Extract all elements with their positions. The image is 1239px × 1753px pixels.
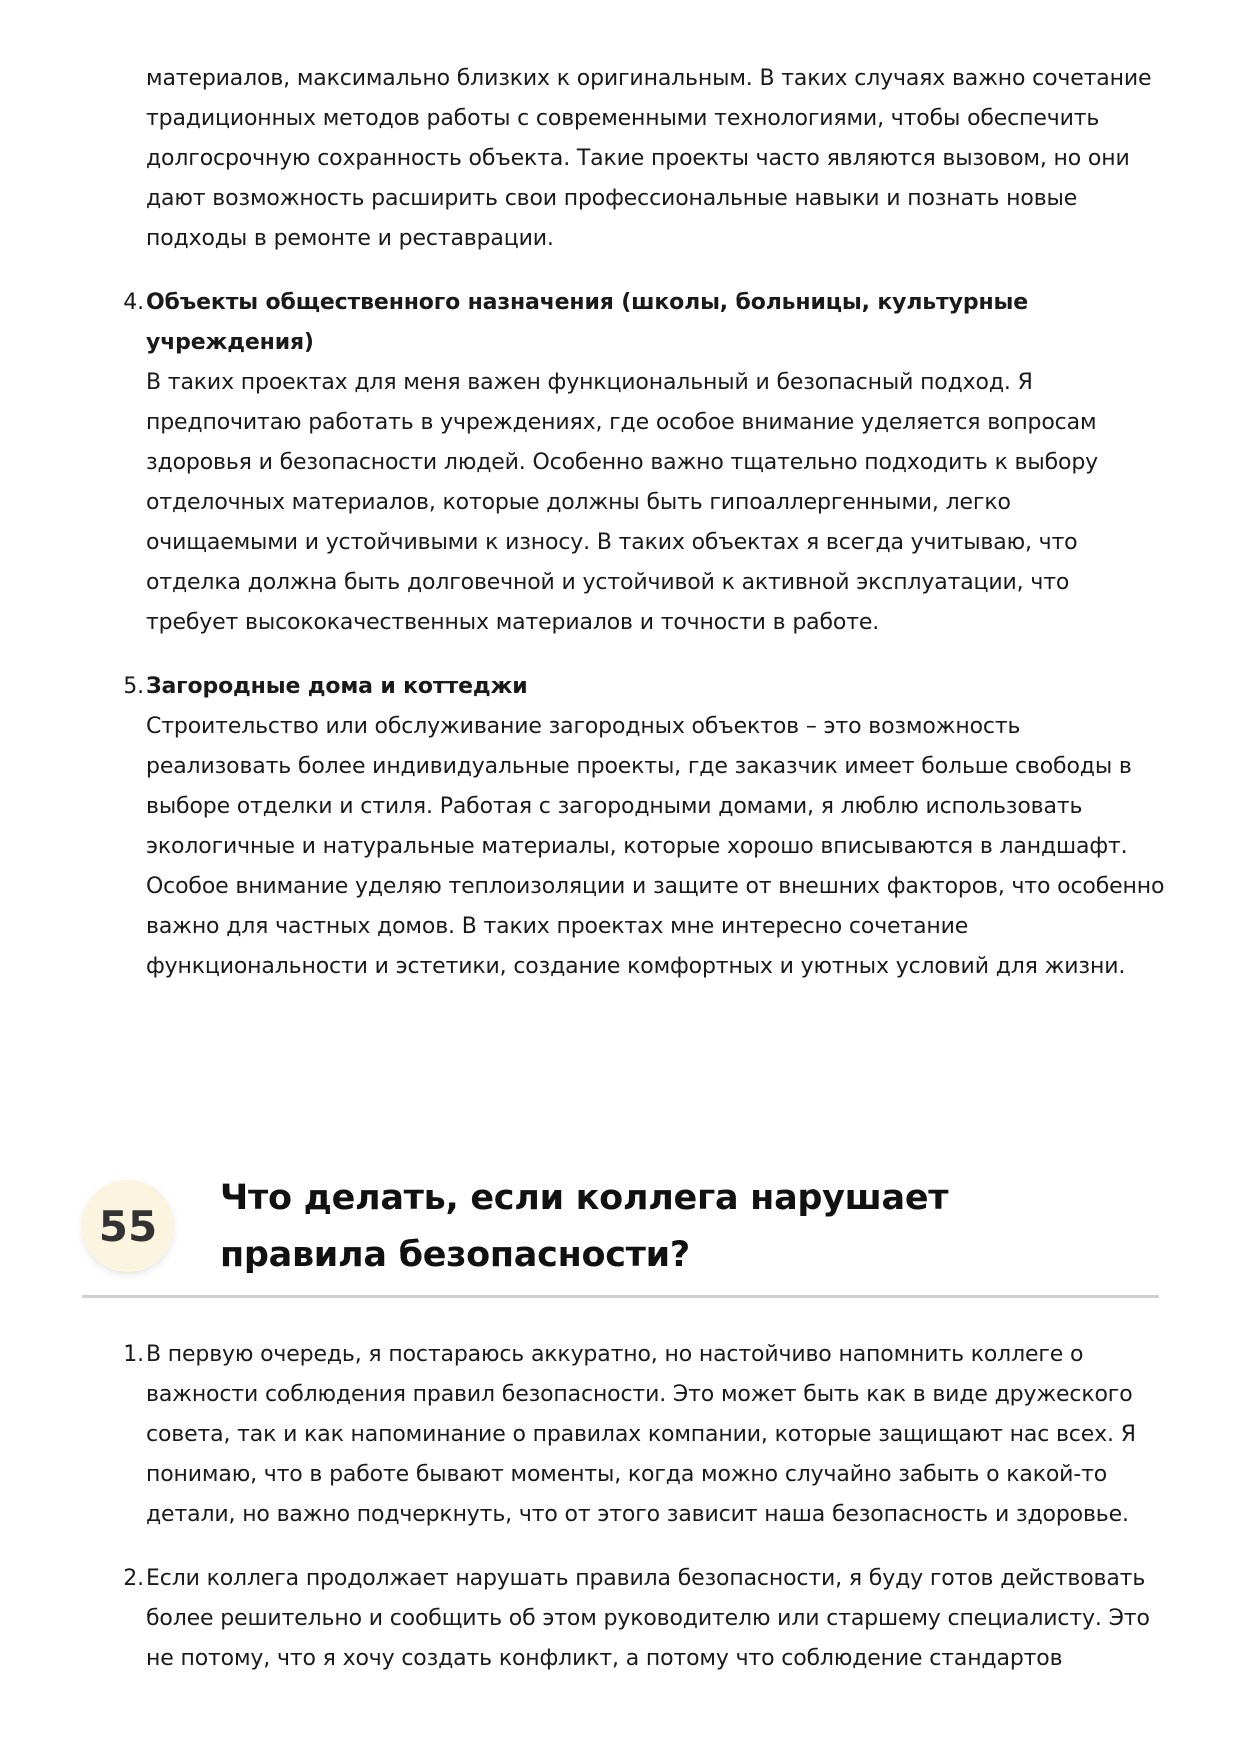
list-item [123, 667, 1166, 987]
question-number-badge: 55 [82, 1180, 174, 1272]
question-title: Что делать, если коллега нарушает правила безопасности? [220, 1178, 949, 1275]
list-item-number: 1. [123, 1342, 144, 1367]
list-item-number: 2. [123, 1566, 144, 1591]
list-item-number: 5. [123, 674, 144, 699]
list-item [123, 1335, 1166, 1535]
list-item-body: В таких проектах для меня важен функциональный и безопасный подход. Я предпочитаю работать в учреждениях, где особое внимание уделяется вопросам здоровья и безопасности людей. Особенно важно тщательно подходить к выбору отделочных материалов, которые должны быть гипоаллергенными, легко очищаемыми и устойчивыми к износу. В таких объектах я всегда учитываю, что отделка должна быть долговечной и устойчивой к активной эксплуатации, что требует высококачественных материалов и точности в работе. [146, 370, 1099, 635]
list-item-title: Объекты общественного назначения (школы, больницы, культурные учреждения) [146, 290, 1029, 355]
list-item-title: Загородные дома и коттеджи [146, 674, 528, 699]
section-divider [82, 1295, 1159, 1298]
list-item [123, 283, 1166, 643]
list-item-body: Строительство или обслуживание загородных объектов – это возможность реализовать более индивидуальные проекты, где заказчик имеет больше свободы в выборе отделки и стиля. Работая с загородными домами, я люблю использовать экологичные и натуральные материалы, которые хорошо вписываются в ландшафт. Особое внимание уделяю теплоизоляции и защите от внешних факторов, что особенно важно для частных домов. В таких проектах мне интересно сочетание функциональности и эстетики, создание комфортных и уютных условий для жизни. [146, 714, 1165, 979]
list-item-body: В первую очередь, я постараюсь аккуратно, но настойчиво напомнить коллеге о важности соблюдения правил безопасности. Это может быть как в виде дружеского совета, так и как напоминание о правилах компании, которые защищают нас всех. Я понимаю, что в работе бывают моменты, когда можно случайно забыть о какой-то детали, но важно подчеркнуть, что от этого зависит наша безопасность и здоровье. [146, 1342, 1136, 1527]
list-item-number: 4. [123, 290, 144, 315]
list-item-body: Если коллега продолжает нарушать правила безопасности, я буду готов действовать более решительно и сообщить об этом руководителю или старшему специалисту. Это не потому, что я хочу создать конфликт, а потому что соблюдение стандартов [146, 1566, 1150, 1671]
continuation-paragraph: материалов, максимально близких к оригинальным. В таких случаях важно сочетание традиционных методов работы с современными технологиями, чтобы обеспечить долгосрочную сохранность объекта. Такие проекты часто являются вызовом, но они дают возможность расширить свои профессиональные навыки и познать новые подходы в ремонте и реставрации. [146, 66, 1152, 251]
list-item [123, 1559, 1166, 1679]
